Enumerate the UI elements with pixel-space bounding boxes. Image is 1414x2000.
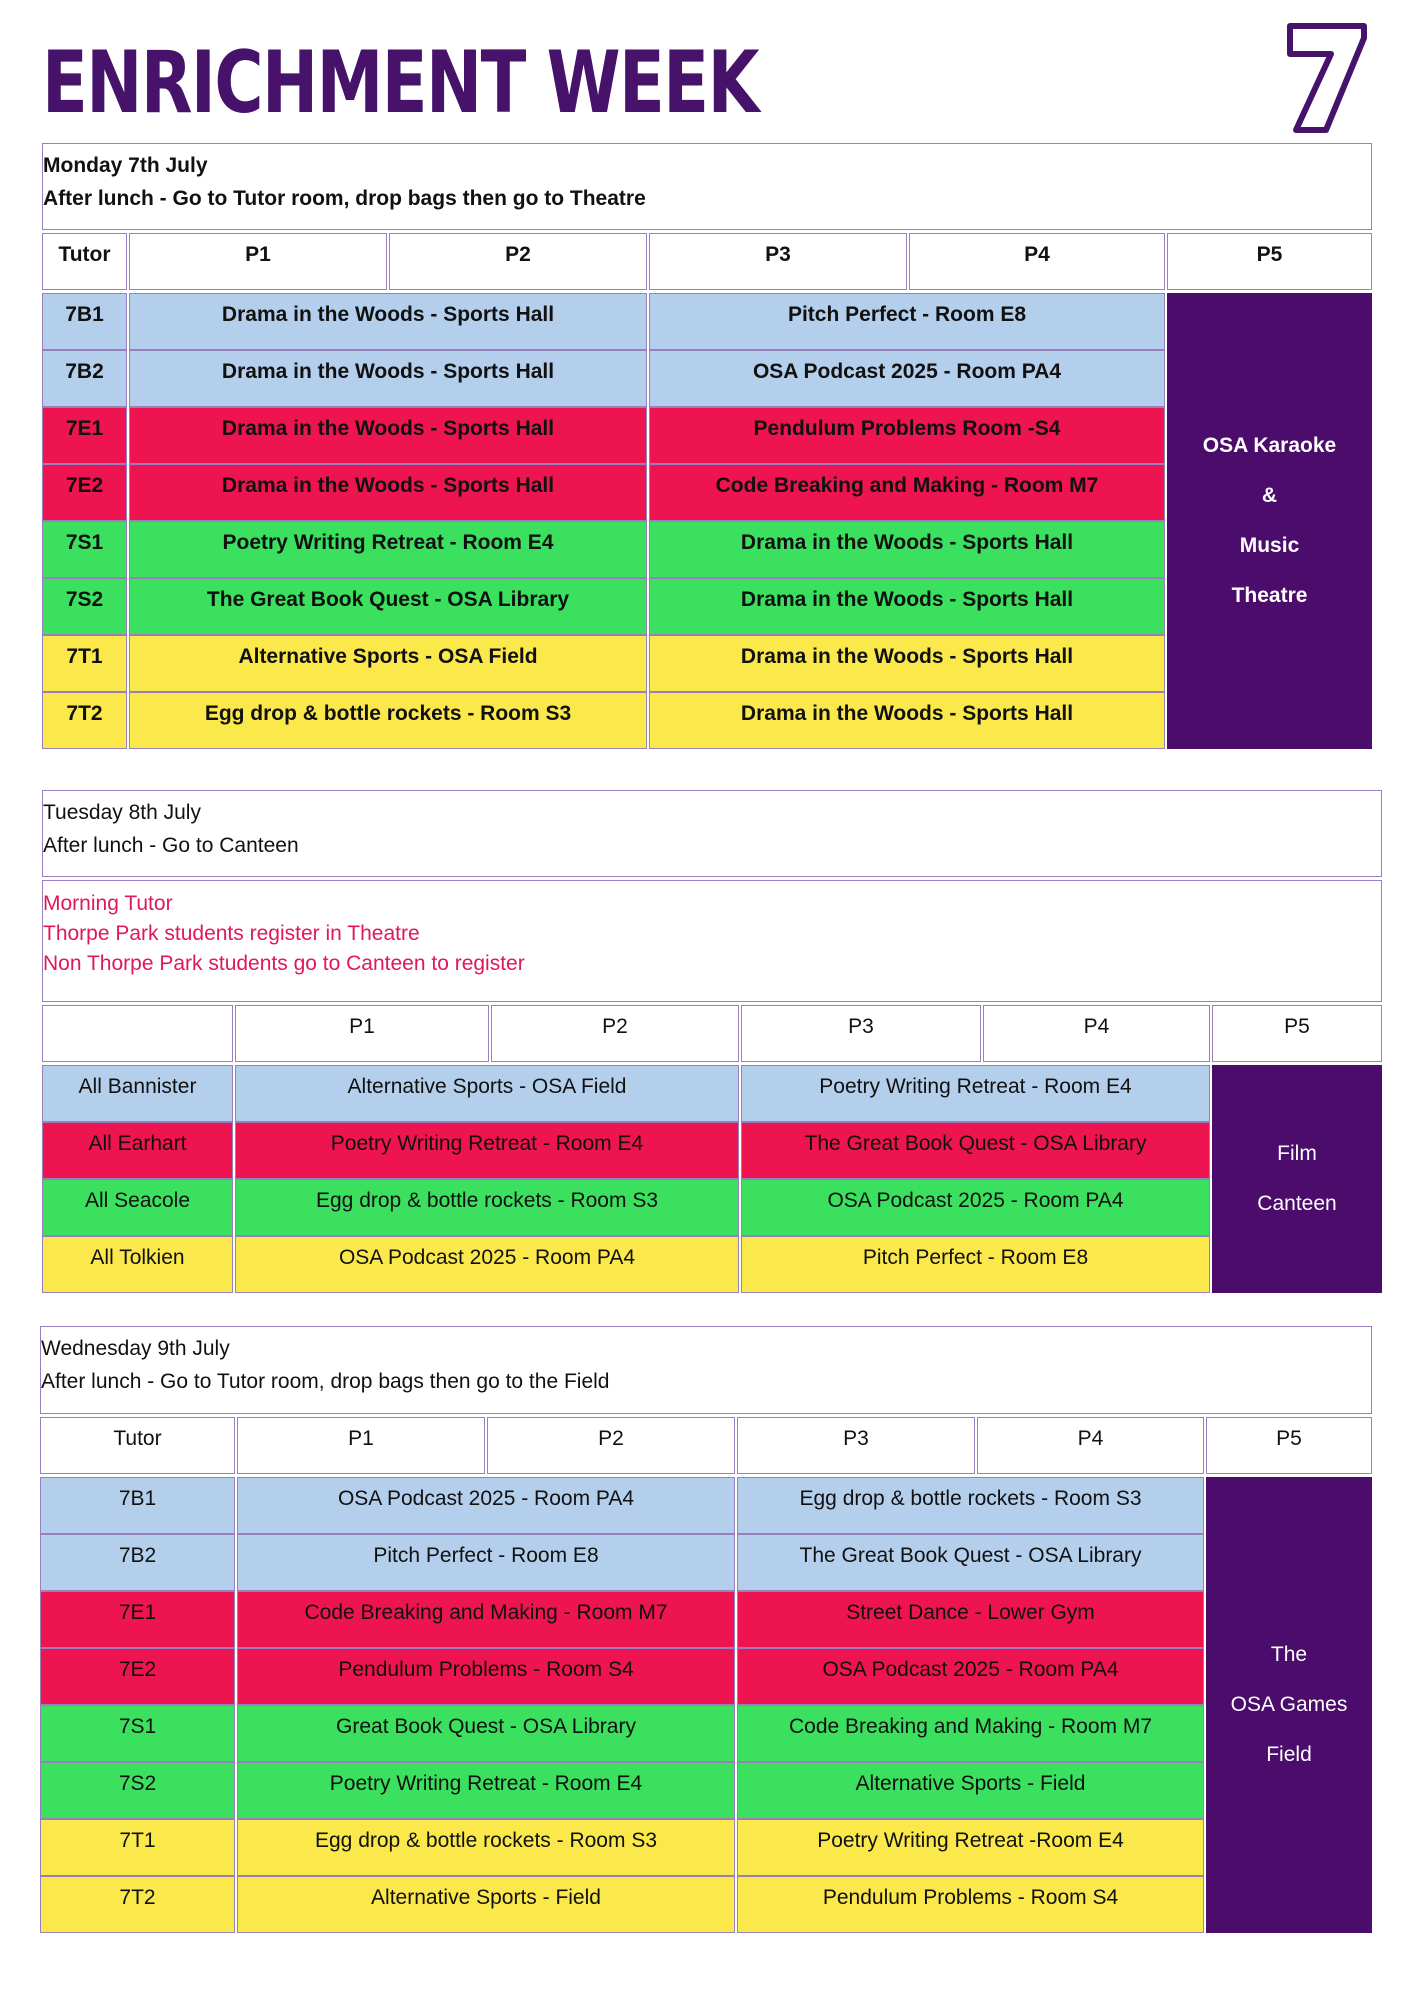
- p3-p4-activity-cell: Code Breaking and Making - Room M7: [737, 1705, 1204, 1762]
- p5-activity-block: [1167, 293, 1372, 749]
- p1-p2-activity-cell: Poetry Writing Retreat - Room E4: [129, 521, 647, 578]
- p5-activity-block: [1212, 1065, 1382, 1293]
- tutor-group-cell: 7S1: [40, 1705, 235, 1762]
- header-p1: P1: [237, 1417, 485, 1474]
- header-p5: P5: [1167, 233, 1372, 290]
- tutor-group-cell: 7S1: [42, 521, 127, 578]
- p3-p4-activity-cell: Pitch Perfect - Room E8: [649, 293, 1165, 350]
- p1-p2-activity-cell: Pitch Perfect - Room E8: [237, 1534, 735, 1591]
- tutor-group-cell: 7S2: [42, 578, 127, 635]
- p3-p4-activity-cell: Egg drop & bottle rockets - Room S3: [737, 1477, 1204, 1534]
- header-tutor: Tutor: [42, 233, 127, 290]
- p1-p2-activity-cell: Pendulum Problems - Room S4: [237, 1648, 735, 1705]
- p5-line: Theatre: [1231, 584, 1308, 607]
- p3-p4-activity-cell: Alternative Sports - Field: [737, 1762, 1204, 1819]
- p3-p4-activity-cell: OSA Podcast 2025 - Room PA4: [649, 350, 1165, 407]
- tutor-group-cell: 7E1: [40, 1591, 235, 1648]
- tutor-group-cell: 7T1: [40, 1819, 235, 1876]
- p1-p2-activity-cell: OSA Podcast 2025 - Room PA4: [235, 1236, 739, 1293]
- tutor-group-cell: 7E2: [42, 464, 127, 521]
- p3-p4-activity-cell: Drama in the Woods - Sports Hall: [649, 578, 1165, 635]
- p3-p4-activity-cell: OSA Podcast 2025 - Room PA4: [737, 1648, 1204, 1705]
- header-p5: P5: [1212, 1005, 1382, 1062]
- p1-p2-activity-cell: OSA Podcast 2025 - Room PA4: [237, 1477, 735, 1534]
- p3-p4-activity-cell: Code Breaking and Making - Room M7: [649, 464, 1165, 521]
- p3-p4-activity-cell: Pendulum Problems Room -S4: [649, 407, 1165, 464]
- tutor-group-cell: All Seacole: [42, 1179, 233, 1236]
- header-p1: P1: [235, 1005, 489, 1062]
- tutor-group-cell: 7T2: [40, 1876, 235, 1933]
- tuesday-day-header: [42, 790, 1382, 877]
- header-tutor: Tutor: [40, 1417, 235, 1474]
- p1-p2-activity-cell: Alternative Sports - OSA Field: [235, 1065, 739, 1122]
- p5-line: Music: [1239, 534, 1300, 557]
- p5-line: Field: [1266, 1743, 1312, 1766]
- header-p4: P4: [983, 1005, 1210, 1062]
- p3-p4-activity-cell: The Great Book Quest - OSA Library: [737, 1534, 1204, 1591]
- p5-line: &: [1261, 484, 1278, 507]
- p1-p2-activity-cell: Poetry Writing Retreat - Room E4: [235, 1122, 739, 1179]
- p5-line: Film: [1277, 1142, 1317, 1165]
- p3-p4-activity-cell: Street Dance - Lower Gym: [737, 1591, 1204, 1648]
- tutor-group-cell: 7B2: [42, 350, 127, 407]
- p3-p4-activity-cell: Pitch Perfect - Room E8: [741, 1236, 1210, 1293]
- header-p2: P2: [389, 233, 647, 290]
- p1-p2-activity-cell: Alternative Sports - Field: [237, 1876, 735, 1933]
- p3-p4-activity-cell: Drama in the Woods - Sports Hall: [649, 692, 1165, 749]
- p1-p2-activity-cell: Drama in the Woods - Sports Hall: [129, 407, 647, 464]
- p3-p4-activity-cell: Poetry Writing Retreat -Room E4: [737, 1819, 1204, 1876]
- p5-line: OSA Karaoke: [1202, 434, 1337, 457]
- p5-line: Canteen: [1257, 1192, 1337, 1215]
- p1-p2-activity-cell: Egg drop & bottle rockets - Room S3: [235, 1179, 739, 1236]
- p5-line: OSA Games: [1230, 1693, 1348, 1716]
- tutor-group-cell: 7B2: [40, 1534, 235, 1591]
- tutor-group-cell: 7T2: [42, 692, 127, 749]
- day-title: Wednesday 9th July: [41, 1337, 230, 1360]
- header-tutor: [42, 1005, 233, 1062]
- wednesday-day-header: [40, 1326, 1372, 1414]
- p3-p4-activity-cell: Pendulum Problems - Room S4: [737, 1876, 1204, 1933]
- p5-line: The: [1270, 1643, 1308, 1666]
- p5-activity-block: [1206, 1477, 1372, 1933]
- tuesday-registration-notice: [42, 880, 1382, 1002]
- header-p4: P4: [909, 233, 1165, 290]
- tutor-group-cell: 7B1: [42, 293, 127, 350]
- header-p3: P3: [649, 233, 907, 290]
- header-p2: P2: [487, 1417, 735, 1474]
- tutor-group-cell: 7B1: [40, 1477, 235, 1534]
- tutor-group-cell: 7T1: [42, 635, 127, 692]
- day-title: Tuesday 8th July: [43, 801, 201, 824]
- header-p3: P3: [741, 1005, 981, 1062]
- tutor-group-cell: All Earhart: [42, 1122, 233, 1179]
- header-p4: P4: [977, 1417, 1204, 1474]
- header-p1: P1: [129, 233, 387, 290]
- p1-p2-activity-cell: Alternative Sports - OSA Field: [129, 635, 647, 692]
- page-title: ENRICHMENT WEEK: [42, 33, 758, 133]
- p3-p4-activity-cell: Drama in the Woods - Sports Hall: [649, 635, 1165, 692]
- p1-p2-activity-cell: Drama in the Woods - Sports Hall: [129, 293, 647, 350]
- header-p5: P5: [1206, 1417, 1372, 1474]
- p1-p2-activity-cell: Great Book Quest - OSA Library: [237, 1705, 735, 1762]
- notice-line: Morning Tutor: [43, 892, 173, 915]
- monday-day-header: [42, 143, 1372, 230]
- p1-p2-activity-cell: Drama in the Woods - Sports Hall: [129, 464, 647, 521]
- p3-p4-activity-cell: OSA Podcast 2025 - Room PA4: [741, 1179, 1210, 1236]
- header-p2: P2: [491, 1005, 739, 1062]
- tutor-group-cell: 7E2: [40, 1648, 235, 1705]
- p1-p2-activity-cell: Code Breaking and Making - Room M7: [237, 1591, 735, 1648]
- year-7-badge: [1282, 18, 1372, 138]
- p1-p2-activity-cell: Egg drop & bottle rockets - Room S3: [129, 692, 647, 749]
- p1-p2-activity-cell: The Great Book Quest - OSA Library: [129, 578, 647, 635]
- after-lunch-note: After lunch - Go to Tutor room, drop bags then go to the Field: [41, 1370, 610, 1393]
- p3-p4-activity-cell: The Great Book Quest - OSA Library: [741, 1122, 1210, 1179]
- header-p3: P3: [737, 1417, 975, 1474]
- svg-text:7: 7: [1323, 87, 1331, 101]
- notice-line: Non Thorpe Park students go to Canteen to register: [43, 952, 525, 975]
- p3-p4-activity-cell: Drama in the Woods - Sports Hall: [649, 521, 1165, 578]
- tutor-group-cell: All Tolkien: [42, 1236, 233, 1293]
- tutor-group-cell: 7S2: [40, 1762, 235, 1819]
- after-lunch-note: After lunch - Go to Tutor room, drop bags then go to Theatre: [43, 187, 646, 210]
- p1-p2-activity-cell: Poetry Writing Retreat - Room E4: [237, 1762, 735, 1819]
- p1-p2-activity-cell: Egg drop & bottle rockets - Room S3: [237, 1819, 735, 1876]
- tutor-group-cell: 7E1: [42, 407, 127, 464]
- after-lunch-note: After lunch - Go to Canteen: [43, 834, 299, 857]
- day-title: Monday 7th July: [43, 154, 208, 177]
- notice-line: Thorpe Park students register in Theatre: [43, 922, 420, 945]
- p3-p4-activity-cell: Poetry Writing Retreat - Room E4: [741, 1065, 1210, 1122]
- tutor-group-cell: All Bannister: [42, 1065, 233, 1122]
- p1-p2-activity-cell: Drama in the Woods - Sports Hall: [129, 350, 647, 407]
